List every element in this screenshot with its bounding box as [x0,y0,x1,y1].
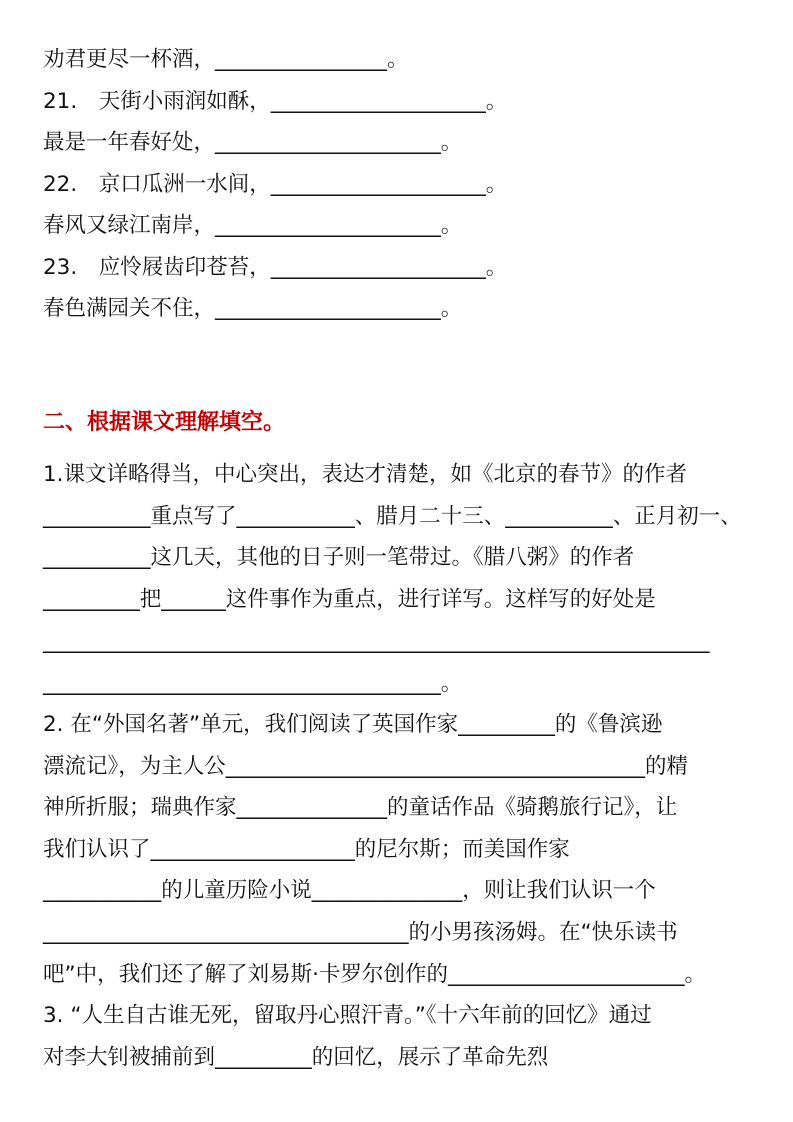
answer-blank-line: ______________________________________________________________ [43,629,710,654]
question-2-line: 漂流记》，为主人公_______________________________________的精 [43,754,689,779]
poem-line: 春色满园关不住，_____________________。 [43,296,463,321]
question-2-line: 神所折服；瑞典作家______________的童话作品《骑鹅旅行记》，让 [43,795,678,820]
question-3-line: 对李大钊被捕前到_________的回忆，展示了革命先烈 [43,1045,549,1070]
poem-question-23: 23. 应怜屐齿印苍苔，____________________。 [43,255,508,280]
question-2-line: __________________________________的小男孩汤姆。在“快乐读书 [43,920,678,945]
question-3-line: 3. “人生自古谁无死，留取丹心照汗青。”《十六年前的回忆》通过 [43,1003,652,1028]
section-2-title: 二、根据课文理解填空。 [43,410,286,435]
question-1-line: __________重点写了___________、腊月二十三、__________、正月初一、 [43,504,742,529]
poem-line: 劝君更尽一杯酒，________________。 [43,47,409,72]
question-2-line: 2. 在“外国名著”单元，我们阅读了英国作家_________的《鲁滨逊 [43,712,663,737]
answer-blank-line: _____________________________________。 [43,671,463,696]
question-2-line: 吧”中，我们还了解了刘易斯·卡罗尔创作的______________________。 [43,962,706,987]
question-2-line: ___________的儿童历险小说______________，则让我们认识一个 [43,878,656,903]
question-1-line: _________把______这件事作为重点，进行详写。这样写的好处是 [43,587,656,612]
question-1-line: 1.课文详略得当，中心突出，表达才清楚，如《北京的春节》的作者 [43,462,688,487]
poem-question-21: 21. 天街小雨润如酥，____________________。 [43,89,508,114]
poem-question-22: 22. 京口瓜洲一水间，____________________。 [43,172,508,197]
poem-line: 春风又绿江南岸，_____________________。 [43,213,463,238]
question-2-line: 我们认识了___________________的尼尔斯；而美国作家 [43,837,570,862]
poem-line: 最是一年春好处，_____________________。 [43,130,463,155]
question-1-line: __________这几天，其他的日子则一笔带过。《腊八粥》的作者 [43,545,635,570]
